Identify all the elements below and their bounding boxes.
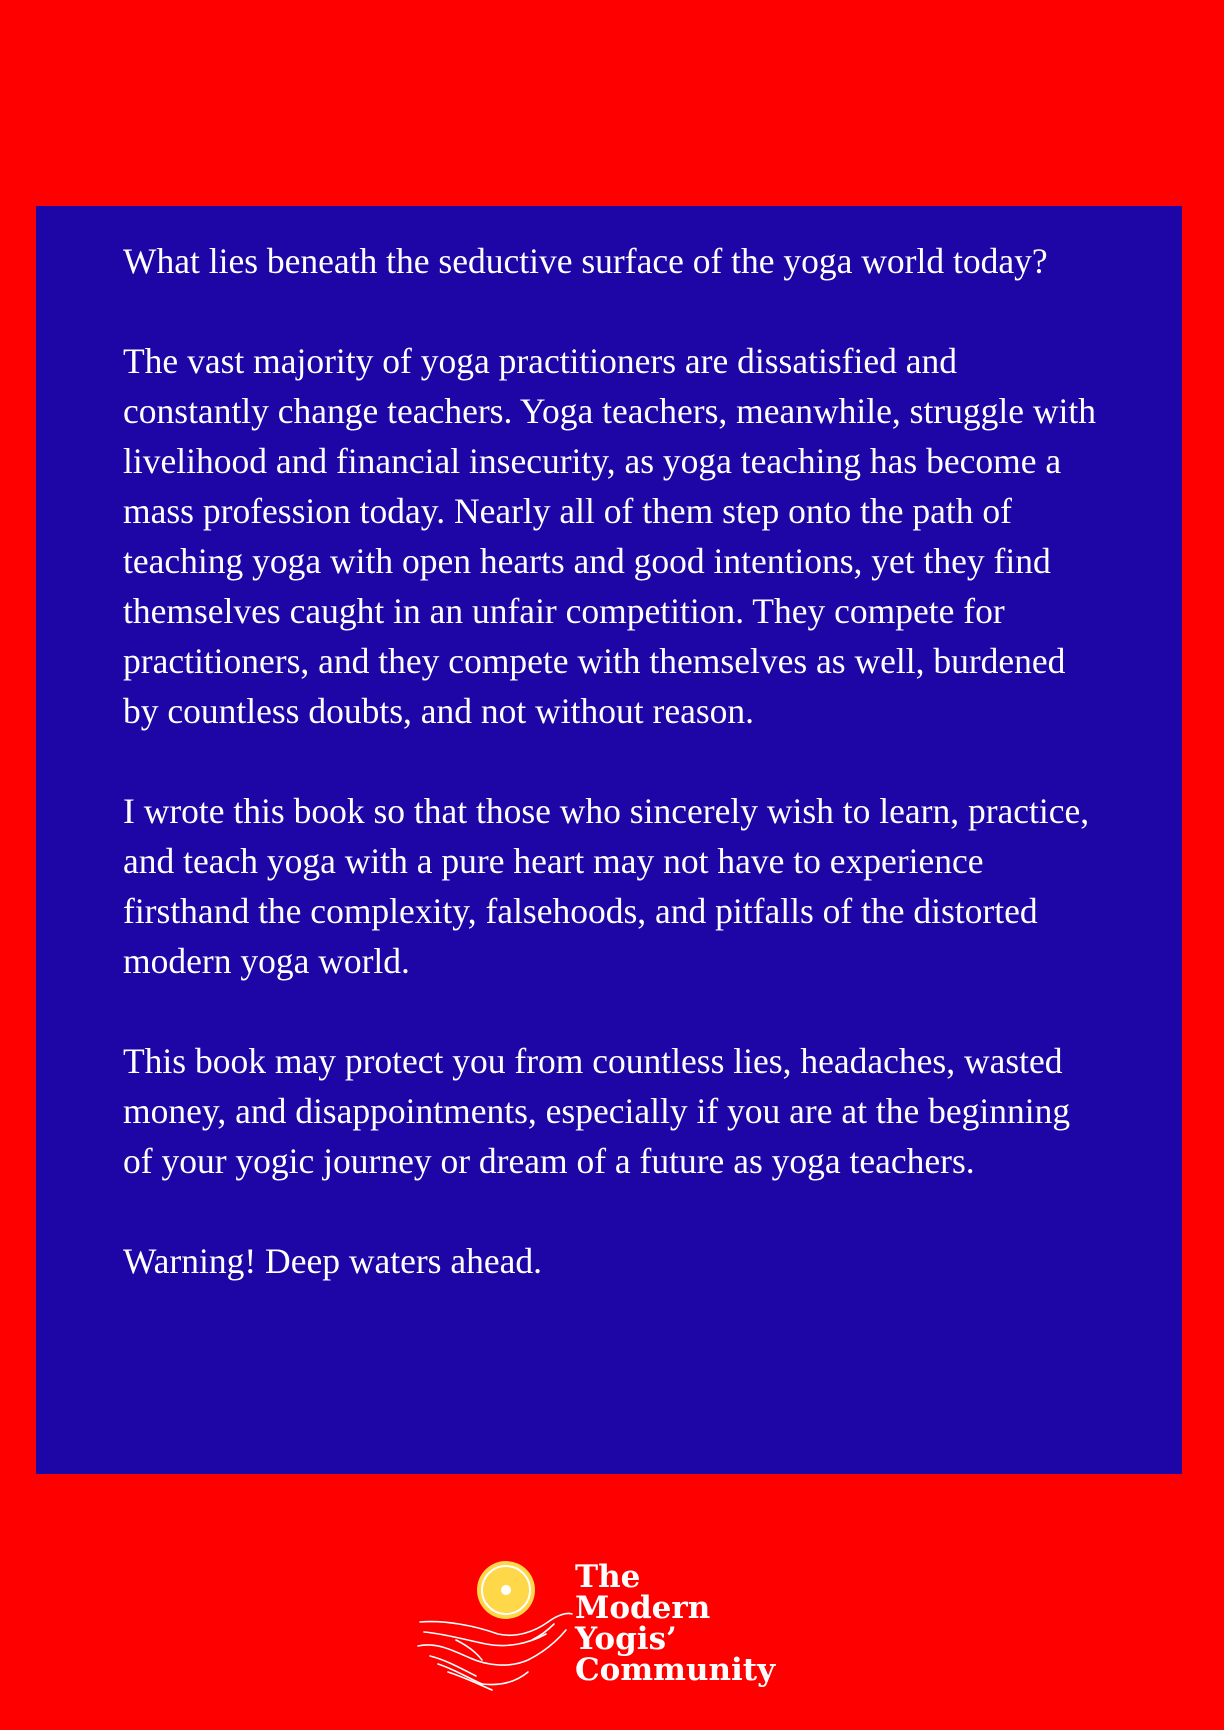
blurb-paragraph-2: The vast majority of yoga practitioners are dissatisfied and constantly change teachers. Yoga teachers, meanwhile, struggle with livelihood and financial insecurity, as yoga teaching has become a mass profession today. Nearly all of them step onto the path of teaching yoga with open hearts and good intentions, yet they find themselves caught in an unfair competition. They compete for practitioners, and they compete with themselves as well, burdened by countless doubts, and not without reason. (123, 341, 1096, 731)
publisher-name-line-1: The (575, 1559, 641, 1595)
blurb-paragraph-3: I wrote this book so that those who sincerely wish to learn, practice, and teach yoga with a pure heart may not have to experience firsthand the complexity, falsehoods, and pitfalls of the distorted modern yoga world. (123, 791, 1090, 981)
hands-holding-sun-icon (416, 1560, 576, 1695)
back-cover-blurb-panel (36, 206, 1182, 1474)
blurb-paragraph-1: What lies beneath the seductive surface of the yoga world today? (123, 241, 1048, 281)
publisher-name-line-3: Yogis’ (575, 1621, 677, 1657)
publisher-name-line-2: Modern (575, 1590, 711, 1626)
publisher-brand (416, 1560, 816, 1700)
blurb-paragraph-4: This book may protect you from countless lies, headaches, wasted money, and disappointments, especially if you are at the beginning of your yogic journey or dream of a future as yoga teachers. (123, 1041, 1071, 1181)
blurb-paragraph-5: Warning! Deep waters ahead. (123, 1241, 542, 1281)
publisher-name-line-4: Community (575, 1652, 776, 1688)
publisher-name (575, 1559, 776, 1688)
